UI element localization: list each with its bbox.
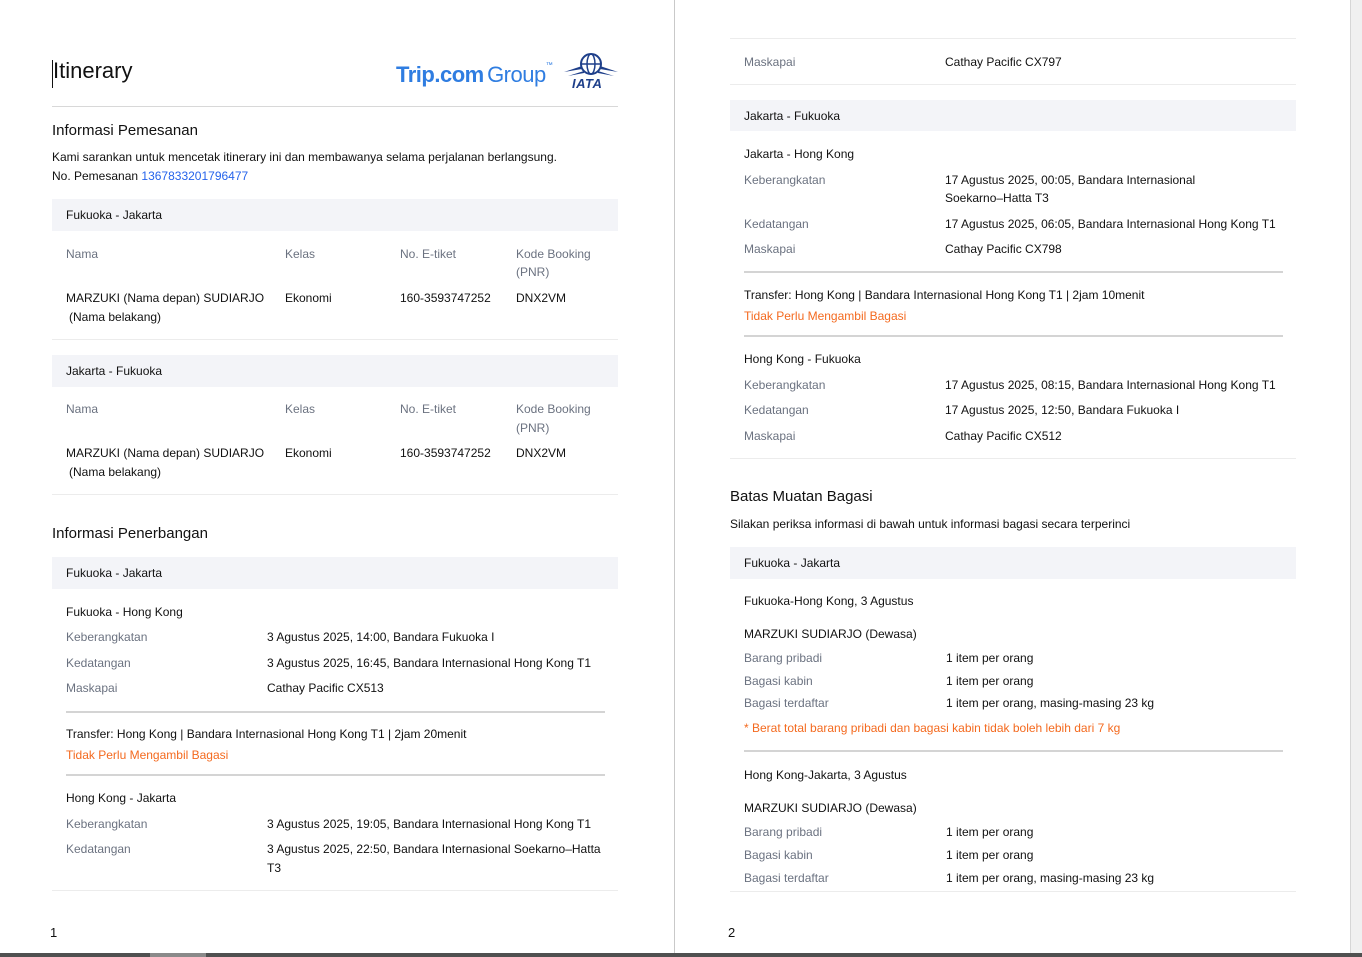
page-number: 1 — [50, 925, 58, 940]
cabin-baggage-value: 1 item per orang — [946, 848, 1034, 862]
segment-title: Hong Kong - Jakarta — [66, 791, 177, 805]
passenger-class: Ekonomi — [285, 446, 332, 460]
departure-value: 17 Agustus 2025, 00:05, Bandara Internasional — [945, 173, 1196, 187]
passenger-name-suffix: (Nama belakang) — [69, 310, 162, 324]
weight-warning: * Berat total barang pribadi dan bagasi kabin tidak boleh lebih dari 7 kg — [744, 721, 1121, 735]
segment-divider — [744, 271, 1283, 273]
arrival-value: 17 Agustus 2025, 12:50, Bandara Fukuoka I — [945, 403, 1180, 417]
card-bottom — [52, 890, 618, 891]
booking-number-link[interactable]: 1367833201796477 — [141, 169, 249, 183]
passenger-class: Ekonomi — [285, 291, 332, 305]
col-header-ticket: No. E-tiket — [400, 402, 457, 416]
card-top — [730, 38, 1296, 39]
departure-label: Keberangkatan — [744, 378, 826, 392]
baggage-leg-title: Hong Kong-Jakarta, 3 Agustus — [744, 768, 907, 782]
booking-number-label: No. Pemesanan — [52, 169, 139, 183]
segment-title: Jakarta - Hong Kong — [744, 147, 855, 161]
personal-item-value: 1 item per orang — [946, 651, 1034, 665]
departure-value: 3 Agustus 2025, 14:00, Bandara Fukuoka I — [267, 630, 495, 644]
transfer-info: Transfer: Hong Kong | Bandara Internasional Hong Kong T1 | 2jam 20menit — [66, 727, 467, 741]
transfer-info: Transfer: Hong Kong | Bandara Internasional Hong Kong T1 | 2jam 10menit — [744, 288, 1145, 302]
arrival-label: Kedatangan — [744, 217, 809, 231]
checked-baggage-value: 1 item per orang, masing-masing 23 kg — [946, 696, 1155, 710]
scrollbar-thumb[interactable] — [150, 953, 206, 957]
card-bottom — [730, 891, 1296, 892]
segment-divider — [66, 711, 605, 713]
page-divider — [674, 0, 675, 957]
passenger-pnr: DNX2VM — [516, 291, 567, 305]
col-header-name: Nama — [66, 402, 99, 416]
segment-title: Fukuoka - Hong Kong — [66, 605, 183, 619]
passenger-name-suffix: (Nama belakang) — [69, 465, 162, 479]
cabin-baggage-value: 1 item per orang — [946, 674, 1034, 688]
card-bottom — [730, 458, 1296, 459]
col-header-class: Kelas — [285, 247, 316, 261]
arrival-value: 17 Agustus 2025, 06:05, Bandara Internasional Hong Kong T1 — [945, 217, 1276, 231]
cabin-baggage-label: Bagasi kabin — [744, 848, 813, 862]
route-label: Fukuoka - Jakarta — [744, 556, 841, 570]
passenger-pnr: DNX2VM — [516, 446, 567, 460]
departure-label: Keberangkatan — [744, 173, 826, 187]
airline-label: Maskapai — [744, 55, 796, 69]
route-band — [52, 557, 618, 589]
checked-baggage-label: Bagasi terdaftar — [744, 871, 829, 885]
cabin-baggage-label: Bagasi kabin — [744, 674, 813, 688]
tripcom-group-logo: Trip.com Group™ — [396, 62, 553, 87]
route-label: Fukuoka - Jakarta — [66, 566, 163, 580]
col-header-pnr-suffix: (PNR) — [516, 265, 550, 279]
arrival-value: 3 Agustus 2025, 16:45, Bandara Internasional Hong Kong T1 — [267, 656, 592, 670]
col-header-ticket: No. E-tiket — [400, 247, 457, 261]
passenger-ticket: 160-3593747252 — [400, 446, 491, 460]
checked-baggage-label: Bagasi terdaftar — [744, 696, 829, 710]
col-header-class: Kelas — [285, 402, 316, 416]
arrival-label: Kedatangan — [66, 842, 131, 856]
col-header-name: Nama — [66, 247, 99, 261]
vertical-scrollbar[interactable] — [1350, 0, 1362, 957]
departure-value: 3 Agustus 2025, 19:05, Bandara Internasional Hong Kong T1 — [267, 817, 592, 831]
baggage-notice: Tidak Perlu Mengambil Bagasi — [66, 748, 229, 762]
booking-note: Kami sarankan untuk mencetak itinerary ini dan membawanya selama perjalanan berlangsung. — [52, 150, 557, 164]
card-bottom — [730, 84, 1296, 85]
baggage-heading: Batas Muatan Bagasi — [730, 488, 873, 505]
route-band — [730, 100, 1296, 131]
departure-value-cont: Soekarno–Hatta T3 — [945, 191, 1049, 205]
arrival-value: 3 Agustus 2025, 22:50, Bandara Internasional Soekarno–Hatta — [267, 842, 601, 856]
page-number: 2 — [728, 925, 736, 940]
baggage-notice: Tidak Perlu Mengambil Bagasi — [744, 309, 907, 323]
page-title: Itinerary — [53, 58, 133, 83]
passenger-name: MARZUKI (Nama depan) SUDIARJO — [66, 446, 265, 460]
baggage-note: Silakan periksa informasi di bawah untuk informasi bagasi secara terperinci — [730, 517, 1131, 531]
departure-label: Keberangkatan — [66, 630, 148, 644]
departure-value: 17 Agustus 2025, 08:15, Bandara Internasional Hong Kong T1 — [945, 378, 1276, 392]
airline-label: Maskapai — [744, 429, 796, 443]
card-bottom — [52, 339, 618, 340]
route-band — [52, 355, 618, 387]
segment-divider — [744, 750, 1283, 752]
baggage-leg-title: Fukuoka-Hong Kong, 3 Agustus — [744, 594, 914, 608]
route-label: Fukuoka - Jakarta — [66, 208, 163, 222]
booking-info-heading: Informasi Pemesanan — [52, 122, 198, 139]
airline-label: Maskapai — [66, 681, 118, 695]
segment-divider — [744, 335, 1283, 337]
card-bottom — [52, 494, 618, 495]
col-header-pnr-suffix: (PNR) — [516, 421, 550, 435]
booking-number — [52, 169, 248, 183]
airline-value: Cathay Pacific CX513 — [267, 681, 384, 695]
col-header-pnr: Kode Booking — [516, 247, 591, 261]
header-divider — [52, 106, 618, 107]
flight-info-heading: Informasi Penerbangan — [52, 525, 208, 542]
route-band — [52, 199, 618, 231]
baggage-passenger: MARZUKI SUDIARJO (Dewasa) — [744, 627, 917, 641]
segment-title: Hong Kong - Fukuoka — [744, 352, 861, 366]
arrival-label: Kedatangan — [744, 403, 809, 417]
segment-divider — [66, 774, 605, 776]
checked-baggage-value: 1 item per orang, masing-masing 23 kg — [946, 871, 1155, 885]
airline-label: Maskapai — [744, 242, 796, 256]
route-label: Jakarta - Fukuoka — [744, 109, 841, 123]
personal-item-label: Barang pribadi — [744, 825, 823, 839]
personal-item-label: Barang pribadi — [744, 651, 823, 665]
airline-value: Cathay Pacific CX798 — [945, 242, 1062, 256]
iata-globe-icon — [562, 52, 620, 78]
arrival-label: Kedatangan — [66, 656, 131, 670]
baggage-passenger: MARZUKI SUDIARJO (Dewasa) — [744, 801, 917, 815]
route-label: Jakarta - Fukuoka — [66, 364, 163, 378]
col-header-pnr: Kode Booking — [516, 402, 591, 416]
passenger-ticket: 160-3593747252 — [400, 291, 491, 305]
airline-value: Cathay Pacific CX797 — [945, 55, 1062, 69]
departure-label: Keberangkatan — [66, 817, 148, 831]
route-band — [730, 547, 1296, 579]
personal-item-value: 1 item per orang — [946, 825, 1034, 839]
arrival-value-cont: T3 — [267, 861, 282, 875]
airline-value: Cathay Pacific CX512 — [945, 429, 1062, 443]
passenger-name: MARZUKI (Nama depan) SUDIARJO — [66, 291, 265, 305]
iata-logo: IATA — [562, 52, 620, 92]
